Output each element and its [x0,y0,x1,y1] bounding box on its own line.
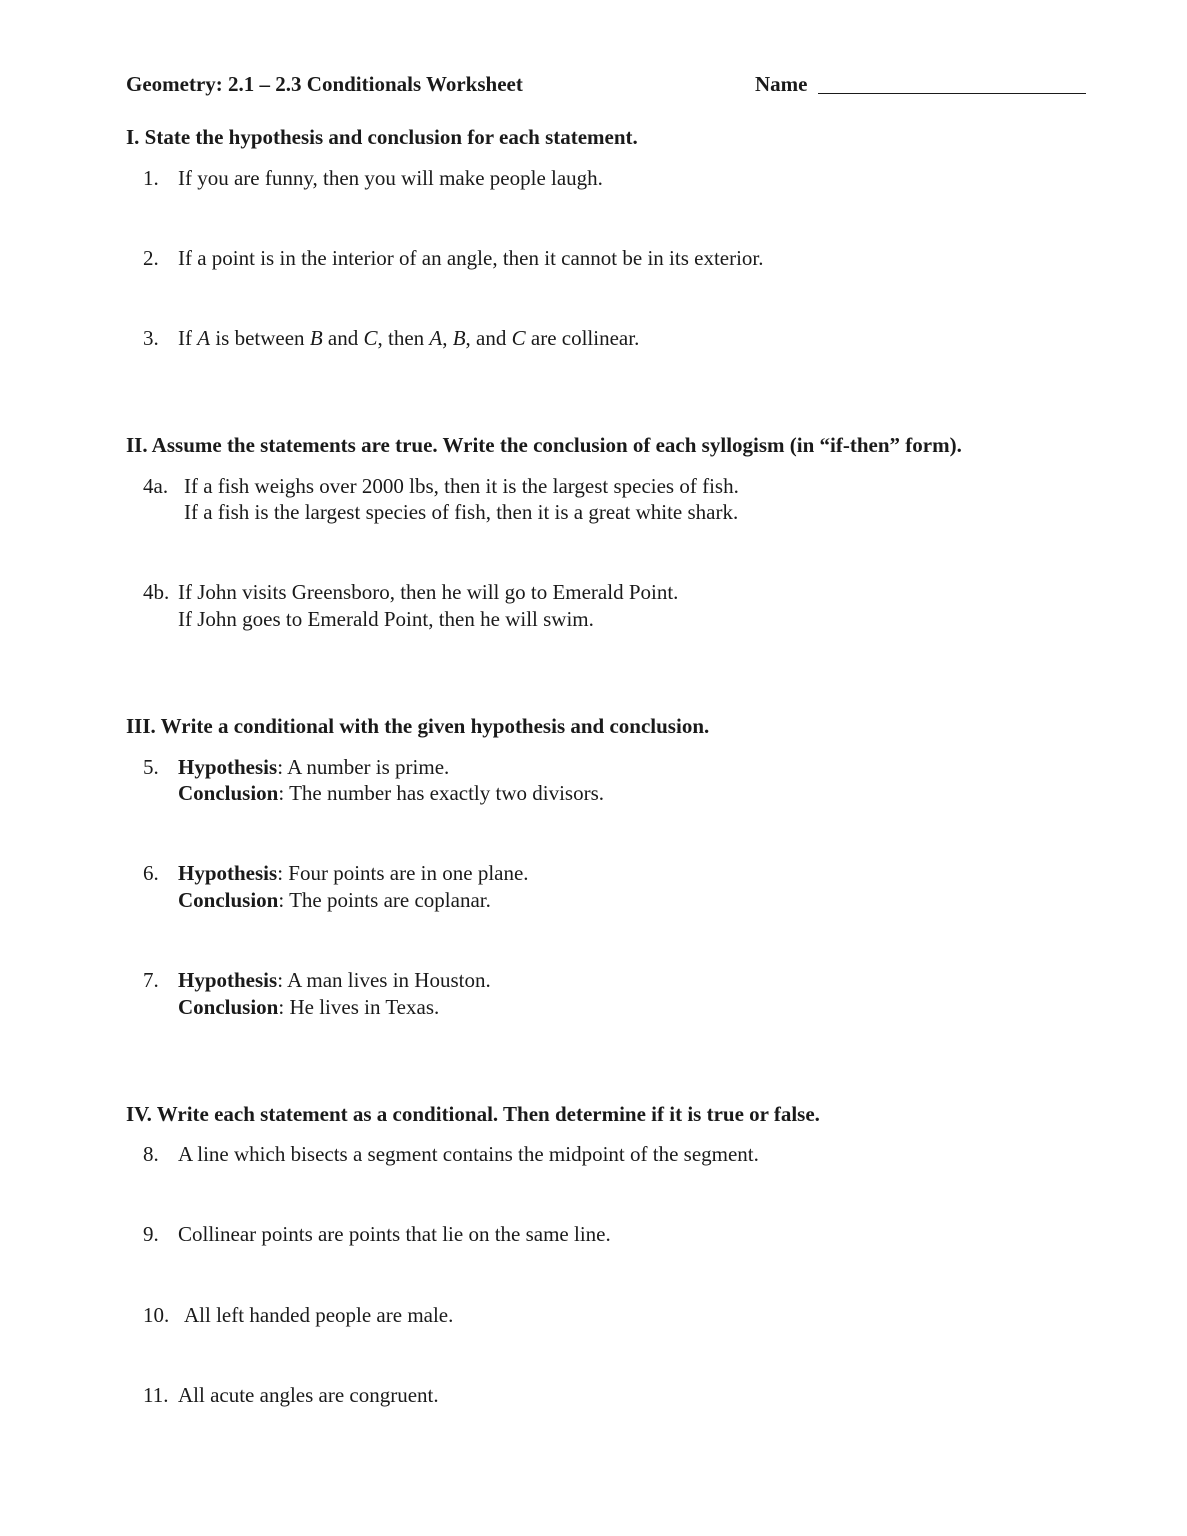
question-2-number: 2. [143,246,159,270]
worksheet-title: Geometry: 2.1 – 2.3 Conditionals Worksheet [126,72,523,96]
section-3-heading: III. Write a conditional with the given hypothesis and conclusion. [126,714,710,738]
question-9-text: Collinear points are points that lie on the same line. [178,1222,611,1246]
question-5-conclusion: Conclusion: The number has exactly two divisors. [178,781,605,805]
conclusion-label: Conclusion [178,888,279,912]
conclusion-text: The points are coplanar. [289,888,491,912]
question-6-hypothesis: Hypothesis: Four points are in one plane. [178,861,529,885]
question-10-text: All left handed people are male. [184,1303,454,1327]
question-5-hypothesis: Hypothesis: A number is prime. [178,755,450,779]
hypothesis-label: Hypothesis [178,968,278,992]
question-6-number: 6. [143,861,159,885]
conclusion-label: Conclusion [178,781,279,805]
question-4a-number: 4a. [143,474,169,498]
question-1-number: 1. [143,166,159,190]
question-1-text: If you are funny, then you will make people laugh. [178,166,603,190]
question-7-hypothesis: Hypothesis: A man lives in Houston. [178,968,491,992]
name-field-line[interactable] [818,93,1086,94]
question-6-conclusion: Conclusion: The points are coplanar. [178,888,491,912]
section-1-heading: I. State the hypothesis and conclusion for each statement. [126,125,638,149]
question-8-number: 8. [143,1142,159,1166]
hypothesis-text: A man lives in Houston. [287,968,491,992]
hypothesis-text: Four points are in one plane. [288,861,529,885]
question-11-number: 11. [143,1383,169,1407]
hypothesis-text: A number is prime. [287,755,450,779]
question-4a-line-1: If a fish weighs over 2000 lbs, then it is the largest species of fish. [184,474,739,498]
hypothesis-label: Hypothesis [178,861,278,885]
question-11-text: All acute angles are congruent. [178,1383,439,1407]
question-7-number: 7. [143,968,159,992]
conclusion-text: The number has exactly two divisors. [289,781,605,805]
question-7-conclusion: Conclusion: He lives in Texas. [178,995,440,1019]
section-4-heading: IV. Write each statement as a conditional. Then determine if it is true or false. [126,1102,820,1126]
question-4b-line-2: If John goes to Emerald Point, then he will swim. [178,607,594,631]
conclusion-text: He lives in Texas. [289,995,440,1019]
question-9-number: 9. [143,1222,159,1246]
conclusion-label: Conclusion [178,995,279,1019]
question-10-number: 10. [143,1303,170,1327]
question-4a-line-2: If a fish is the largest species of fish, then it is a great white shark. [184,500,739,524]
name-label: Name [755,72,808,96]
question-4b-number: 4b. [143,580,170,604]
question-3-number: 3. [143,326,159,350]
question-3-text: If A is between B and C, then A, B, and C are collinear. [178,326,640,350]
question-2-text: If a point is in the interior of an angle, then it cannot be in its exterior. [178,246,764,270]
question-4b-line-1: If John visits Greensboro, then he will go to Emerald Point. [178,580,679,604]
section-2-heading: II. Assume the statements are true. Write the conclusion of each syllogism (in “if-then” form). [126,433,962,457]
hypothesis-label: Hypothesis [178,755,278,779]
question-8-text: A line which bisects a segment contains the midpoint of the segment. [178,1142,759,1166]
question-5-number: 5. [143,755,159,779]
